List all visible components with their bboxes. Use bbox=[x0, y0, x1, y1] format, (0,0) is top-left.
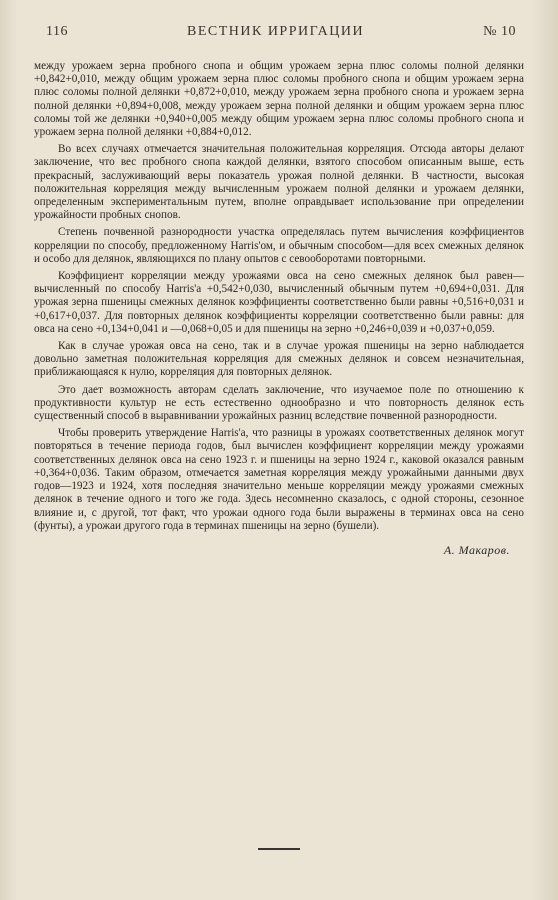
paragraph-7: Чтобы проверить утверждение Harris'a, что разницы в урожаях соответственных делянок могут повторяться в течение периода годов, был вычислен коэффициент корреляции между урожаями соответственных делянок овса на сено 1923 г. и пшеницы на зерно 1924 г., каковой оказался равным +0,364+0,036. Таким образом, отмечается заметная корреляция между урожайными данными двух годов—1923 и 1924, хотя последняя значительно меньше корреляции между урожаями смежных делянок в течение одного и того же года. Здесь несомненно сказалось, с одной стороны, сезонное влияние и, с другой, тот факт, что урожаи одного года были выражены в терминах овса на сено (фунты), а урожаи другого года в терминах пшеницы на зерно (бушели). bbox=[34, 427, 524, 532]
paragraph-1: между урожаем зерна пробного снопа и общим урожаем зерна плюс соломы полной делянки +0,842+0,010, между общим урожаем зерна плюс соломы пробного снопа и общим урожаем зерна плюс соломы полной делянки +0,872+0,010, между урожаем зерна пробного снопа и урожаем зерна полной делянки +0,894+0,008, между урожаем зерна полной делянки и общим урожаем зерна плюс соломы той же делянки +0,940+0,005 между общим урожаем зерна плюс соломы пробного снопа и урожаем зерна полной делянки +0,884+0,012. bbox=[34, 60, 524, 139]
end-rule bbox=[258, 848, 300, 850]
author-signature: А. Макаров. bbox=[443, 542, 510, 557]
paragraph-2: Во всех случаях отмечается значительная положительная корреляция. Отсюда авторы делают заключение, что вес пробного снопа каждой делянки, взятого способом описанным выше, есть прекрасный, заслуживающий веры показатель урожая полной делянки. В частности, высокая положительная корреляция между вычисленным урожаем полной делянки и урожаем делянки, определенным экспериментальным путем, вполне оправдывает использование при определении урожайности пробных снопов. bbox=[34, 143, 524, 222]
page-number: 116 bbox=[46, 24, 68, 39]
article-body bbox=[34, 60, 524, 533]
paragraph-6: Это дает возможность авторам сделать заключение, что изучаемое поле по отношению к продуктивности культур не есть естественно однообразно и что повторность делянок есть существенный способ в выравнивании урожайных разниц вследствие почвенной разнородности. bbox=[34, 383, 524, 423]
journal-title: ВЕСТНИК ИРРИГАЦИИ bbox=[186, 24, 365, 39]
page-header bbox=[34, 24, 524, 40]
issue-number: № 10 bbox=[483, 24, 516, 39]
paragraph-5: Как в случае урожая овса на сено, так и в случае урожая пшеницы на зерно наблюдается довольно заметная положительная корреляция для смежных делянок и совсем незначительная, приближающаяся к нулю, корреляция для повторных делянок. bbox=[34, 340, 524, 379]
paragraph-4: Коэффициент корреляции между урожаями овса на сено смежных делянок был равен—вычисленный по способу Harris'a +0,542+0,030, вычисленный обычным путем +0,694+0,031. Для урожая зерна пшеницы смежных делянок коэффициенты соответственно были равны +0,516+0,031 и +0,617+0,037. Для повторных делянок коэффициенты корреляции соответственно были равны: для овса на сено +0,134+0,041 и —0,068+0,05 и для пшеницы на зерно +0,246+0,039 и +0,037+0,059. bbox=[34, 270, 524, 335]
paragraph-3: Степень почвенной разнородности участка определялась путем вычисления коэффициентов корреляции по способу, предложенному Harris'ом, и обычным способом—для всех смежных делянок и особо для делянок, являющихся по плану опытов с севооборотами повторными. bbox=[34, 226, 524, 265]
